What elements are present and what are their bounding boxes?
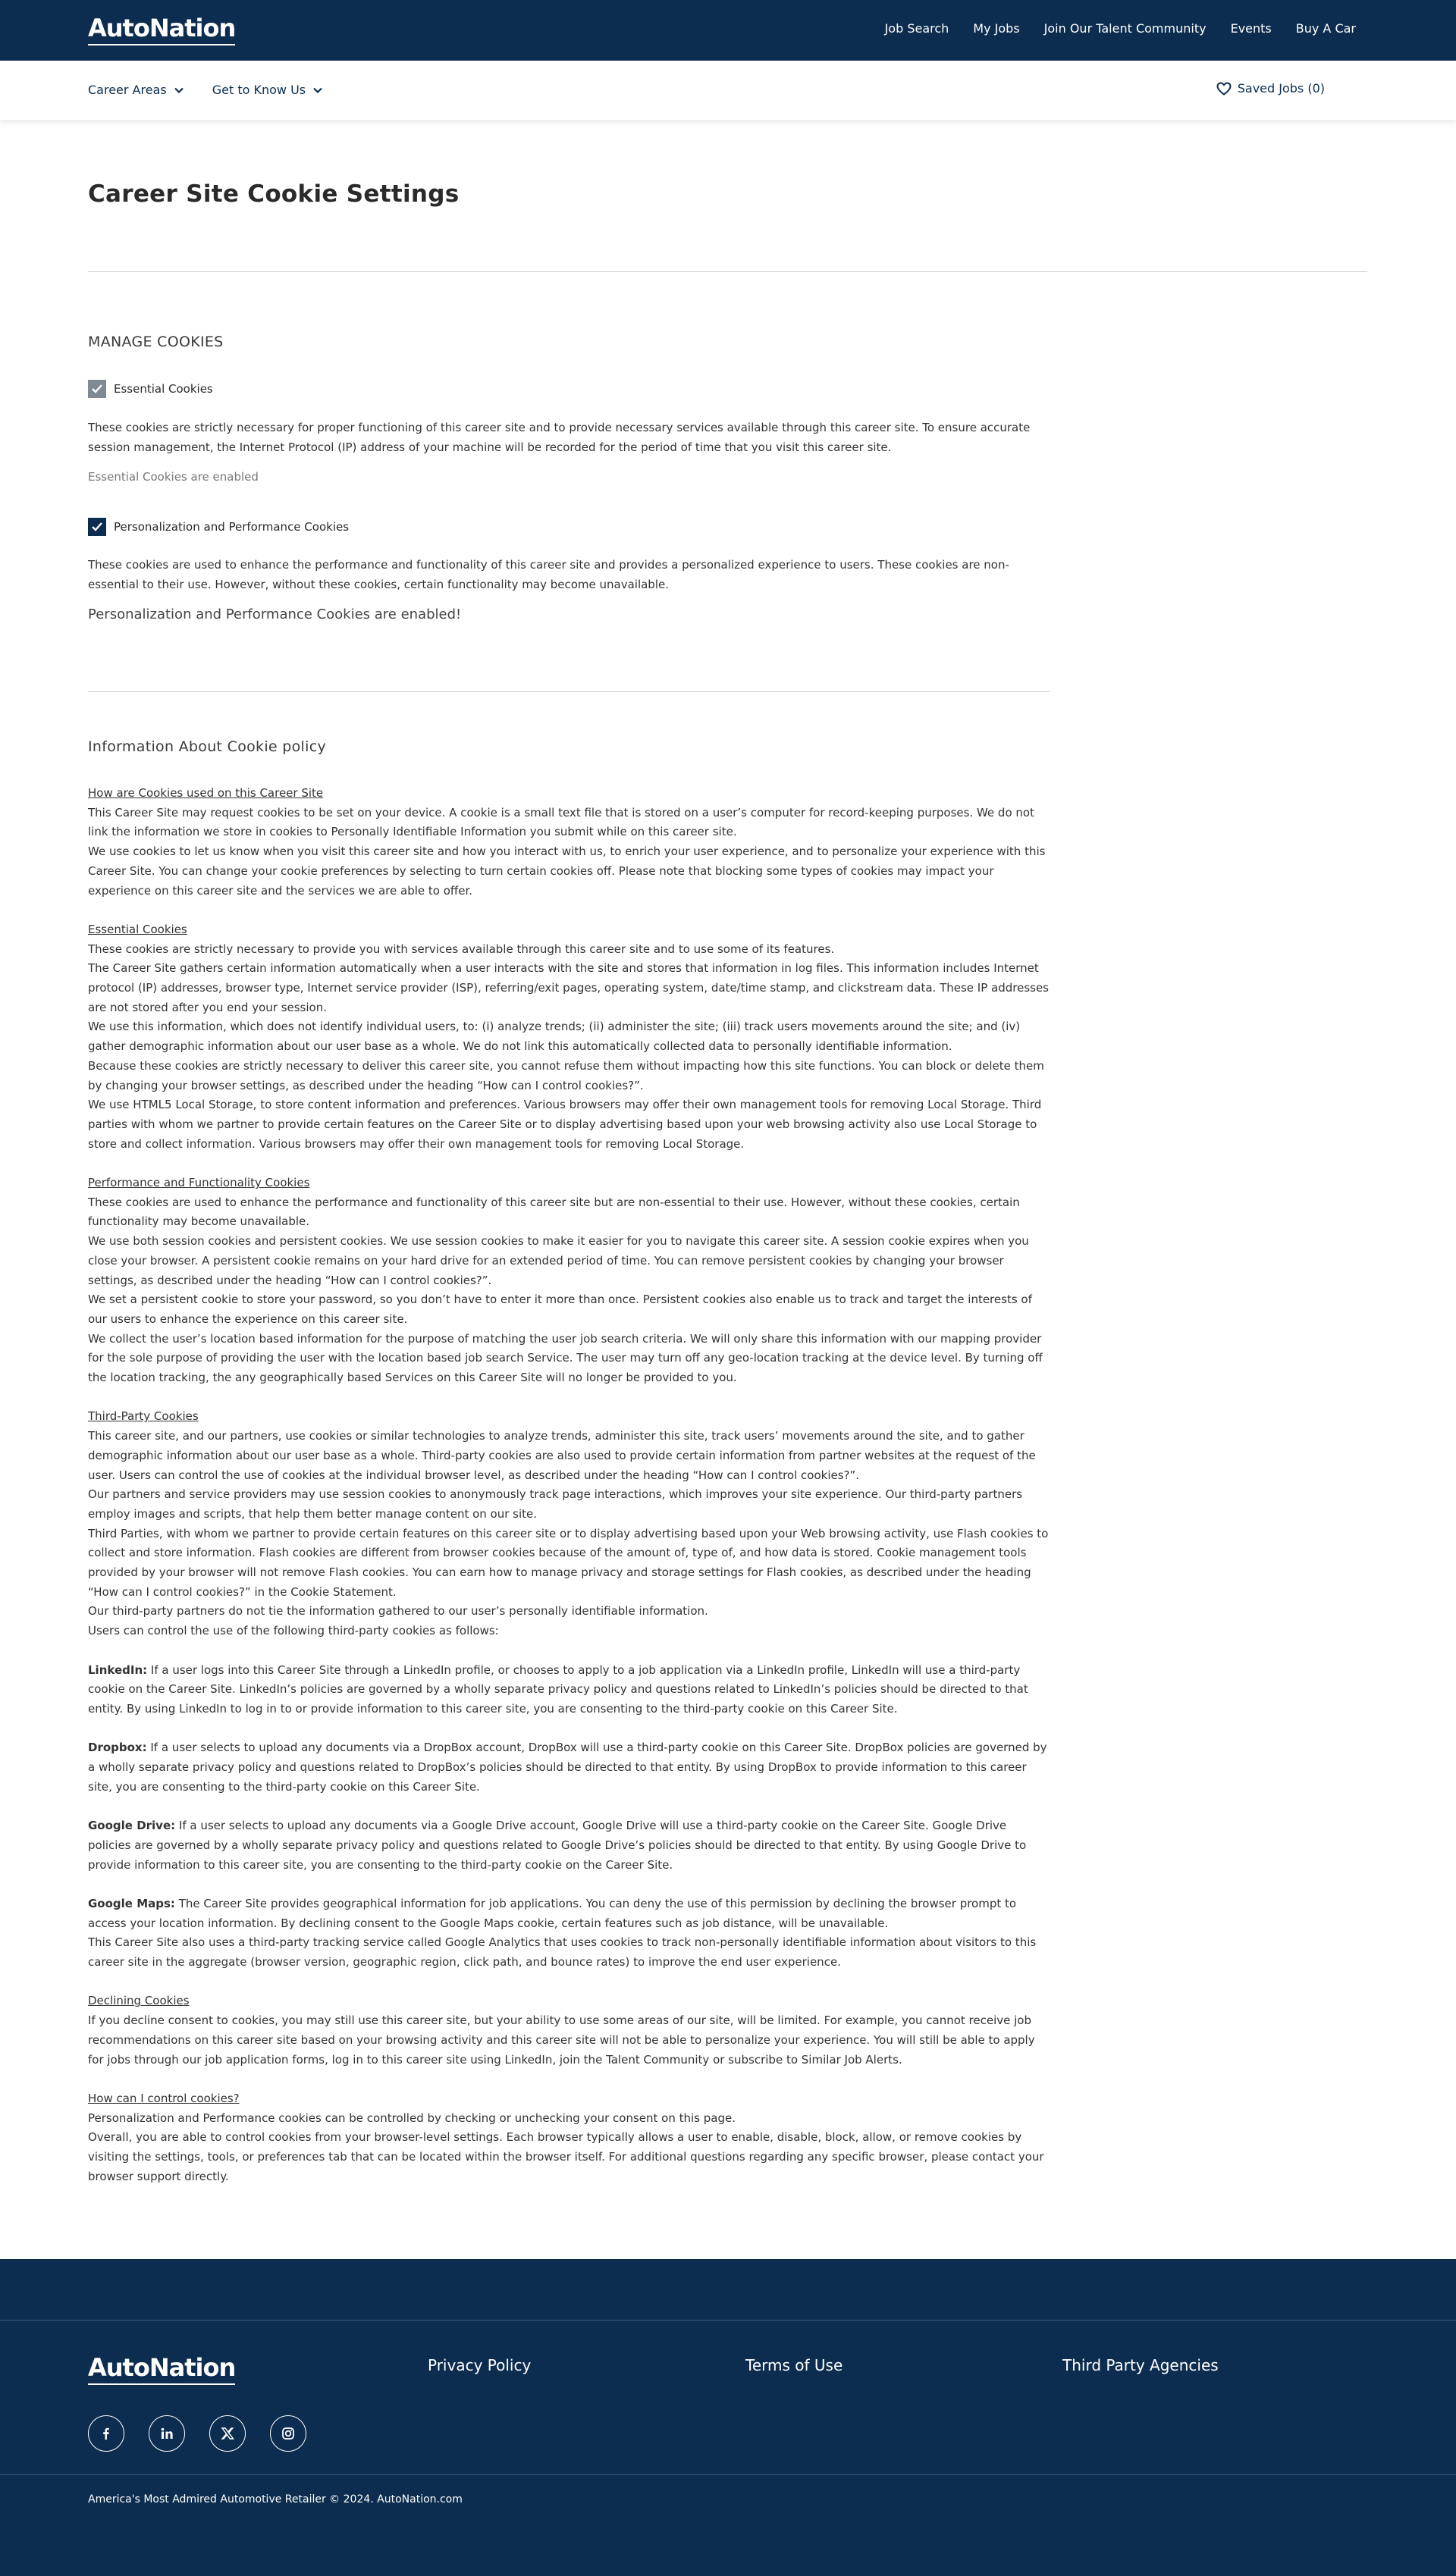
sub-nav-bar <box>0 61 1456 120</box>
x-icon[interactable] <box>209 2415 246 2452</box>
gmaps-paragraph <box>88 1894 1051 1933</box>
cookie-policy-title: Information About Cookie policy <box>88 738 326 755</box>
policy-paragraph: We set a persistent cookie to store your password, so you don’t have to enter it more than once. Persistent cookies also enable us to track and target the interests of our users to enhance the experience on this career site. <box>88 1293 1032 1326</box>
section-heading: Declining Cookies <box>88 1994 190 2008</box>
dropbox-label: Dropbox: <box>88 1741 147 1755</box>
nav-talent-community[interactable]: Join Our Talent Community <box>1043 21 1207 36</box>
policy-paragraph: We collect the user’s location based information for the purpose of matching the user job search criteria. We will only share this information with our mapping provider for the sole purpose of providing the user with the location based job search Service. The user may turn off any geo-location tracking at the device level. By turning off the location tracking, the any geographically based Services on this Career Site will no longer be provided to you. <box>88 1331 1043 1385</box>
career-areas-label: Career Areas <box>88 83 167 97</box>
top-nav-bar <box>0 0 1456 61</box>
personalization-cookies-row <box>88 518 349 536</box>
dropbox-text: If a user selects to upload any documents via a DropBox account, DropBox will use a third-party cookie on this Career Site. DropBox policies are governed by a wholly separate privacy policy and questions related to DropBox’s policies should be directed to that entity. By using DropBox to provide information to this career site, you are consenting to the third-party cookie on this Career Site. <box>88 1741 1047 1794</box>
divider <box>88 271 1367 272</box>
copyright: America's Most Admired Automotive Retailer © 2024. AutoNation.com <box>88 2493 463 2505</box>
section-heading: Essential Cookies <box>88 922 187 936</box>
dropbox-paragraph <box>88 1738 1051 1797</box>
chevron-down-icon <box>312 84 324 96</box>
personalization-cookies-label: Personalization and Performance Cookies <box>114 520 350 534</box>
footer-divider <box>0 2474 1456 2475</box>
policy-paragraph: This Career Site may request cookies to be set on your device. A cookie is a small text file that is stored on a user’s computer for record-keeping purposes. We do not link the information we store in cookies to Personally Identifiable Information you submit while on this career site. <box>88 805 1034 839</box>
policy-paragraph: This career site, and our partners, use cookies or similar technologies to analyze trends, administer this site, track users’ movements around the site, and to gather demographic information about our user base as a whole. Third-party cookies are also used to provide certain information from partner websites at the request of the user. Users can control the use of cookies at the individual browser level, as described under the heading “How can I control cookies?”. <box>88 1429 1036 1482</box>
saved-jobs-label: Saved Jobs (0) <box>1237 81 1325 96</box>
policy-paragraph: We use cookies to let us know when you visit this career site and how you interact with us, to enrich your user experience, and to personalize your experience with this Career Site. You can change your cookie preferences by selecting to turn certain cookies off. Please note that blocking some types of cookies may impact your experience on this career site and the services we are able to offer. <box>88 845 1046 898</box>
heart-icon <box>1216 82 1232 96</box>
policy-paragraph: We use both session cookies and persistent cookies. We use session cookies to make it easier for you to navigate this career site. A session cookie expires when you close your browser. A persistent cookie remains on your hard drive for an extended period of time. You can remove persistent cookies by changing your browser settings, as described under the heading “How can I control cookies?”. <box>88 1234 1029 1287</box>
footer <box>0 2259 1456 2576</box>
policy-paragraph: The Career Site gathers certain information automatically when a user interacts with the site and stores that information in log files. This information includes Internet protocol (IP) addresses, browser type, Internet service provider (ISP), referring/exit pages, operating system, date/time stamp, and clickstream data. These IP addresses are not stored after you end your session. <box>88 961 1049 1014</box>
privacy-policy-link[interactable]: Privacy Policy <box>428 2356 532 2374</box>
chevron-down-icon <box>173 84 185 96</box>
policy-paragraph: Our third-party partners do not tie the information gathered to our user’s personally identifiable information. <box>88 1604 708 1619</box>
footer-divider <box>0 2320 1456 2321</box>
divider <box>88 691 1050 692</box>
section-heading: How are Cookies used on this Career Site <box>88 786 324 800</box>
third-party-agencies-link[interactable]: Third Party Agencies <box>1062 2356 1219 2374</box>
policy-paragraph: Third Parties, with whom we partner to provide certain features on this career site or to display advertising based upon your Web browsing activity, use Flash cookies to collect and store information. Flash cookies are different from browser cookies because of the amount of, type of, and how data is stored. Cookie management tools provided by your browser will not remove Flash cookies. You can earn how to manage privacy and storage settings for Flash cookies, as described under the heading “How can I control cookies?” in the Cookie Statement. <box>88 1526 1049 1599</box>
policy-paragraph: We use this information, which does not identify individual users, to: (i) analyze trends; (ii) administer the site; (iii) track users movements around the site; and (iv) gather demographic information about our user base as a whole. We do not link this automatically collected data to personally identifiable information. <box>88 1020 1021 1054</box>
get-to-know-us-dropdown[interactable] <box>212 83 324 97</box>
essential-cookies-label: Essential Cookies <box>114 382 213 396</box>
essential-cookies-row <box>88 380 213 398</box>
section-heading: How can I control cookies? <box>88 2091 240 2105</box>
policy-paragraph: This Career Site also uses a third-party tracking service called Google Analytics that uses cookies to track non-personally identifiable information about visitors to this career site in the aggregate (browser version, geographic region, click path, and bounce rates) to improve the end user experience. <box>88 1935 1037 1970</box>
get-to-know-us-label: Get to Know Us <box>212 83 306 97</box>
top-nav-links <box>885 21 1356 36</box>
policy-paragraph: We use HTML5 Local Storage, to store content information and preferences. Various browsers may offer their own management tools for removing Local Storage. Third parties with whom we partner to provide certain features on the Career Site or to display advertising based upon your web browsing activity also use Local Storage to store and collect information. Various browsers may offer their own management tools for removing Local Storage. <box>88 1098 1042 1151</box>
saved-jobs-link[interactable] <box>1216 81 1325 96</box>
policy-paragraph: Users can control the use of the following third-party cookies as follows: <box>88 1624 499 1638</box>
linkedin-icon[interactable] <box>149 2415 185 2452</box>
personalization-cookies-checkbox[interactable] <box>88 518 106 536</box>
page-title: Career Site Cookie Settings <box>88 180 460 208</box>
policy-paragraph: If you decline consent to cookies, you may still use this career site, but your ability to use some areas of our site, will be limited. For example, you cannot receive job recommendations on this career site based on your browsing activity and this career site will not be able to personalize your experience. You will still be able to apply for jobs through our job application forms, log in to this career site using LinkedIn, join the Talent Community or subscribe to Similar Job Alerts. <box>88 2013 1035 2067</box>
essential-cookies-desc: These cookies are strictly necessary for proper functioning of this career site and to provide necessary services available through this career site. To ensure accurate session management, the Internet Protocol (IP) address of your machine will be recorded for the period of time that you visit this career site. <box>88 421 1031 454</box>
gmaps-text: The Career Site provides geographical information for job applications. You can deny the use of this permission by declining the browser prompt to access your location information. By declining consent to the Google Maps cookie, certain features such as job distance, will be unavailable. <box>88 1896 1017 1930</box>
manage-cookies-title: MANAGE COOKIES <box>88 334 224 350</box>
personalization-cookies-desc: These cookies are used to enhance the performance and functionality of this career site and provides a personalized experience to users. These cookies are non-essential to their use. However, without these cookies, certain functionality may become unavailable. <box>88 558 1009 591</box>
nav-buy-a-car[interactable]: Buy A Car <box>1295 21 1356 36</box>
essential-cookies-checkbox[interactable] <box>88 380 106 398</box>
linkedin-text: If a user logs into this Career Site through a LinkedIn profile, or chooses to apply to a job application via a LinkedIn profile, LinkedIn will use a third-party cookie on the Career Site. LinkedIn’s policies are governed by a wholly separate privacy policy and questions related to LinkedIn’s policies should be directed to that entity. By using LinkedIn to log in to or provide information to this career site, you are consenting to the third-party cookie on this Career Site. <box>88 1662 1028 1716</box>
autonation-logo[interactable]: AutoNation <box>88 14 236 42</box>
terms-of-use-link[interactable]: Terms of Use <box>745 2356 843 2374</box>
personalization-cookies-status: Personalization and Performance Cookies are enabled! <box>88 606 462 622</box>
policy-paragraph: Our partners and service providers may use session cookies to anonymously track page interactions, which improves your site experience. Our third-party partners employ images and scripts, that help them better manage content on our site. <box>88 1487 1023 1521</box>
check-icon <box>91 522 103 532</box>
policy-paragraph: Because these cookies are strictly necessary to deliver this career site, you cannot refuse them without impacting how this site functions. You can block or delete them by changing your browser settings, as described under the heading “How can I control cookies?”. <box>88 1058 1044 1092</box>
policy-paragraph: Personalization and Performance cookies can be controlled by checking or unchecking your consent on this page. <box>88 2111 736 2125</box>
policy-paragraph: These cookies are used to enhance the performance and functionality of this career site but are non-essential to their use. However, without these cookies, certain functionality may become unavailable. <box>88 1195 1020 1229</box>
gdrive-text: If a user selects to upload any documents via a Google Drive account, Google Drive will use a third-party cookie on the Career Site. Google Drive policies are governed by a wholly separate privacy policy and questions related to Google Drive’s policies should be directed to that entity. By using Google Drive to provide information to this career site, you are consenting to the third-party cookie on the Career Site. <box>88 1819 1027 1872</box>
social-links <box>88 2415 306 2452</box>
gdrive-label: Google Drive: <box>88 1819 176 1833</box>
gdrive-paragraph <box>88 1816 1051 1875</box>
check-icon <box>91 384 103 394</box>
career-areas-dropdown[interactable] <box>88 83 185 97</box>
essential-cookies-status: Essential Cookies are enabled <box>88 470 259 484</box>
sub-nav <box>88 83 324 97</box>
policy-paragraph: Overall, you are able to control cookies from your browser-level settings. Each browser typically allows a user to enable, disable, block, allow, or remove cookies by visiting the settings, tools, or preferences tab that can be located within the browser itself. For additional questions regarding any specific browser, please contact your browser support directly. <box>88 2130 1044 2183</box>
nav-my-jobs[interactable]: My Jobs <box>973 21 1020 36</box>
gmaps-label: Google Maps: <box>88 1896 175 1910</box>
policy-paragraph: These cookies are strictly necessary to provide you with services available through this career site and to use some of its features. <box>88 942 835 956</box>
facebook-icon[interactable] <box>88 2415 124 2452</box>
linkedin-paragraph <box>88 1661 1051 1719</box>
footer-logo[interactable]: AutoNation <box>88 2353 236 2382</box>
cookie-policy-body <box>88 784 1051 2186</box>
linkedin-label: LinkedIn: <box>88 1662 148 1677</box>
instagram-icon[interactable] <box>270 2415 306 2452</box>
nav-job-search[interactable]: Job Search <box>884 21 949 36</box>
section-heading: Performance and Functionality Cookies <box>88 1176 310 1190</box>
nav-events[interactable]: Events <box>1230 21 1272 36</box>
section-heading: Third-Party Cookies <box>88 1409 199 1424</box>
